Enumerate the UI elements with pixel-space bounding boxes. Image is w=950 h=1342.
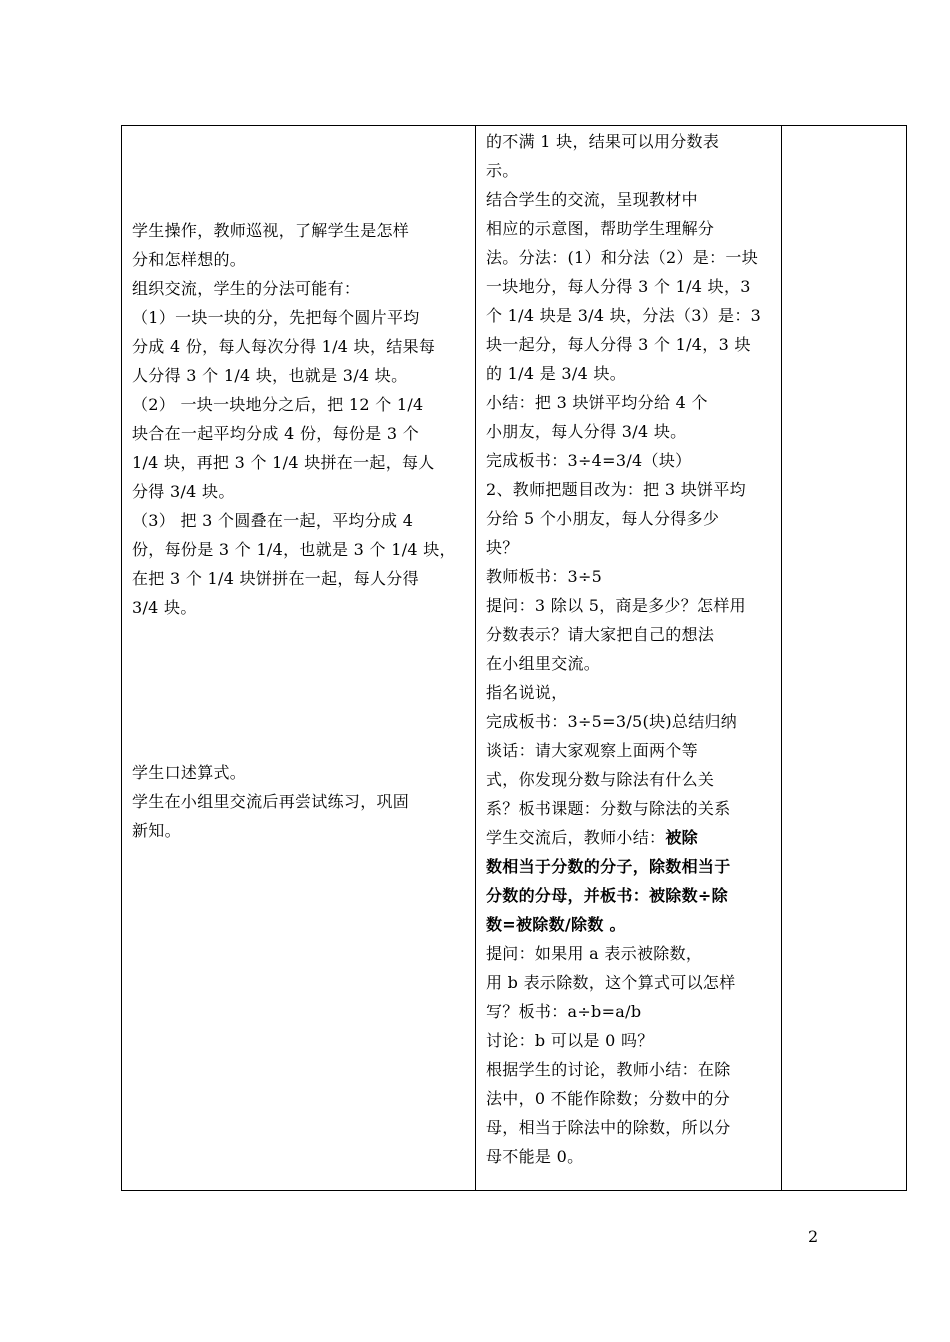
text-line: 在小组里交流。	[486, 654, 601, 673]
text-line: 结合学生的交流，呈现教材中	[486, 190, 698, 209]
text-line: 系？板书课题：分数与除法的关系	[486, 799, 731, 818]
text-line: 提问：3 除以 5，商是多少？怎样用	[486, 596, 746, 615]
text-line: 学生在小组里交流后再尝试练习，巩固	[132, 792, 410, 811]
text-line: 1/4 块，再把 3 个 1/4 块拼在一起，每人	[132, 453, 435, 472]
text-line: 块一起分，每人分得 3 个 1/4，3 块	[486, 335, 751, 354]
text-line: 小结：把 3 块饼平均分给 4 个	[486, 393, 708, 412]
text-line: （3） 把 3 个圆叠在一起，平均分成 4	[132, 511, 414, 530]
text-line-mixed	[486, 823, 698, 852]
summary-bold: 被除	[665, 828, 698, 847]
text-line: 的 1/4 是 3/4 块。	[486, 364, 627, 383]
text-line: 2、教师把题目改为：把 3 块饼平均	[486, 480, 746, 499]
text-line: 指名说说，	[486, 683, 568, 702]
text-line: 在把 3 个 1/4 块饼拼在一起，每人分得	[132, 569, 419, 588]
text-line: 3/4 块。	[132, 598, 197, 617]
text-line: 组织交流，学生的分法可能有：	[132, 279, 361, 298]
text-line: 分数表示？请大家把自己的想法	[486, 625, 715, 644]
summary-prefix: 学生交流后，教师小结：	[486, 828, 666, 847]
teacher-activity-cell	[476, 126, 782, 1191]
text-line: 讨论：b 可以是 0 吗？	[486, 1031, 654, 1050]
text-line: 母，相当于除法中的除数，所以分	[486, 1118, 731, 1137]
text-line: 法中，0 不能作除数；分数中的分	[486, 1089, 731, 1108]
text-line: 完成板书：3÷4=3/4（块）	[486, 451, 692, 470]
text-line: 小朋友，每人分得 3/4 块。	[486, 422, 687, 441]
text-line-bold: 数=被除数/除数 。	[486, 915, 626, 934]
text-line: 示。	[486, 161, 519, 180]
page-number: 2	[808, 1227, 819, 1246]
text-line: 学生口述算式。	[132, 763, 247, 782]
notes-cell	[782, 126, 907, 1191]
text-line: 谈话：请大家观察上面两个等	[486, 741, 698, 760]
text-line: 新知。	[132, 821, 181, 840]
text-line: 分给 5 个小朋友，每人分得多少	[486, 509, 720, 528]
text-line: 教师板书：3÷5	[486, 567, 603, 586]
lesson-plan-table	[121, 125, 907, 1191]
text-line: 一块地分，每人分得 3 个 1/4 块，3	[486, 277, 751, 296]
text-line: 块？	[486, 538, 519, 557]
text-line: 分成 4 份，每人每次分得 1/4 块，结果每	[132, 337, 436, 356]
text-line: 人分得 3 个 1/4 块，也就是 3/4 块。	[132, 366, 408, 385]
text-line: 相应的示意图，帮助学生理解分	[486, 219, 715, 238]
text-line: 提问：如果用 a 表示被除数，	[486, 944, 703, 963]
text-line: 根据学生的讨论，教师小结：在除	[486, 1060, 731, 1079]
text-line: 份，每份是 3 个 1/4，也就是 3 个 1/4 块，	[132, 540, 456, 559]
text-line: 式，你发现分数与除法有什么关	[486, 770, 715, 789]
text-line: 的不满 1 块，结果可以用分数表	[486, 132, 720, 151]
text-line: 个 1/4 块是 3/4 块，分法（3）是：3	[486, 306, 762, 325]
text-line: 母不能是 0。	[486, 1147, 584, 1166]
text-line: 用 b 表示除数，这个算式可以怎样	[486, 973, 736, 992]
text-line: （2） 一块一块地分之后，把 12 个 1/4	[132, 395, 424, 414]
text-line: 分得 3/4 块。	[132, 482, 235, 501]
text-line: 块合在一起平均分成 4 份，每份是 3 个	[132, 424, 420, 443]
student-activity-cell	[122, 126, 476, 1191]
text-line-bold: 分数的分母，并板书：被除数÷除	[486, 886, 728, 905]
text-line-bold: 数相当于分数的分子，除数相当于	[486, 857, 731, 876]
text-line: 完成板书：3÷5=3/5(块)总结归纳	[486, 712, 738, 731]
text-line: 学生操作，教师巡视，了解学生是怎样	[132, 221, 410, 240]
text-line: 分和怎样想的。	[132, 250, 247, 269]
text-line: 写？板书：a÷b=a/b	[486, 1002, 642, 1021]
text-line: （1）一块一块的分，先把每个圆片平均	[132, 308, 420, 327]
text-line: 法。分法：(1）和分法（2）是：一块	[486, 248, 759, 267]
